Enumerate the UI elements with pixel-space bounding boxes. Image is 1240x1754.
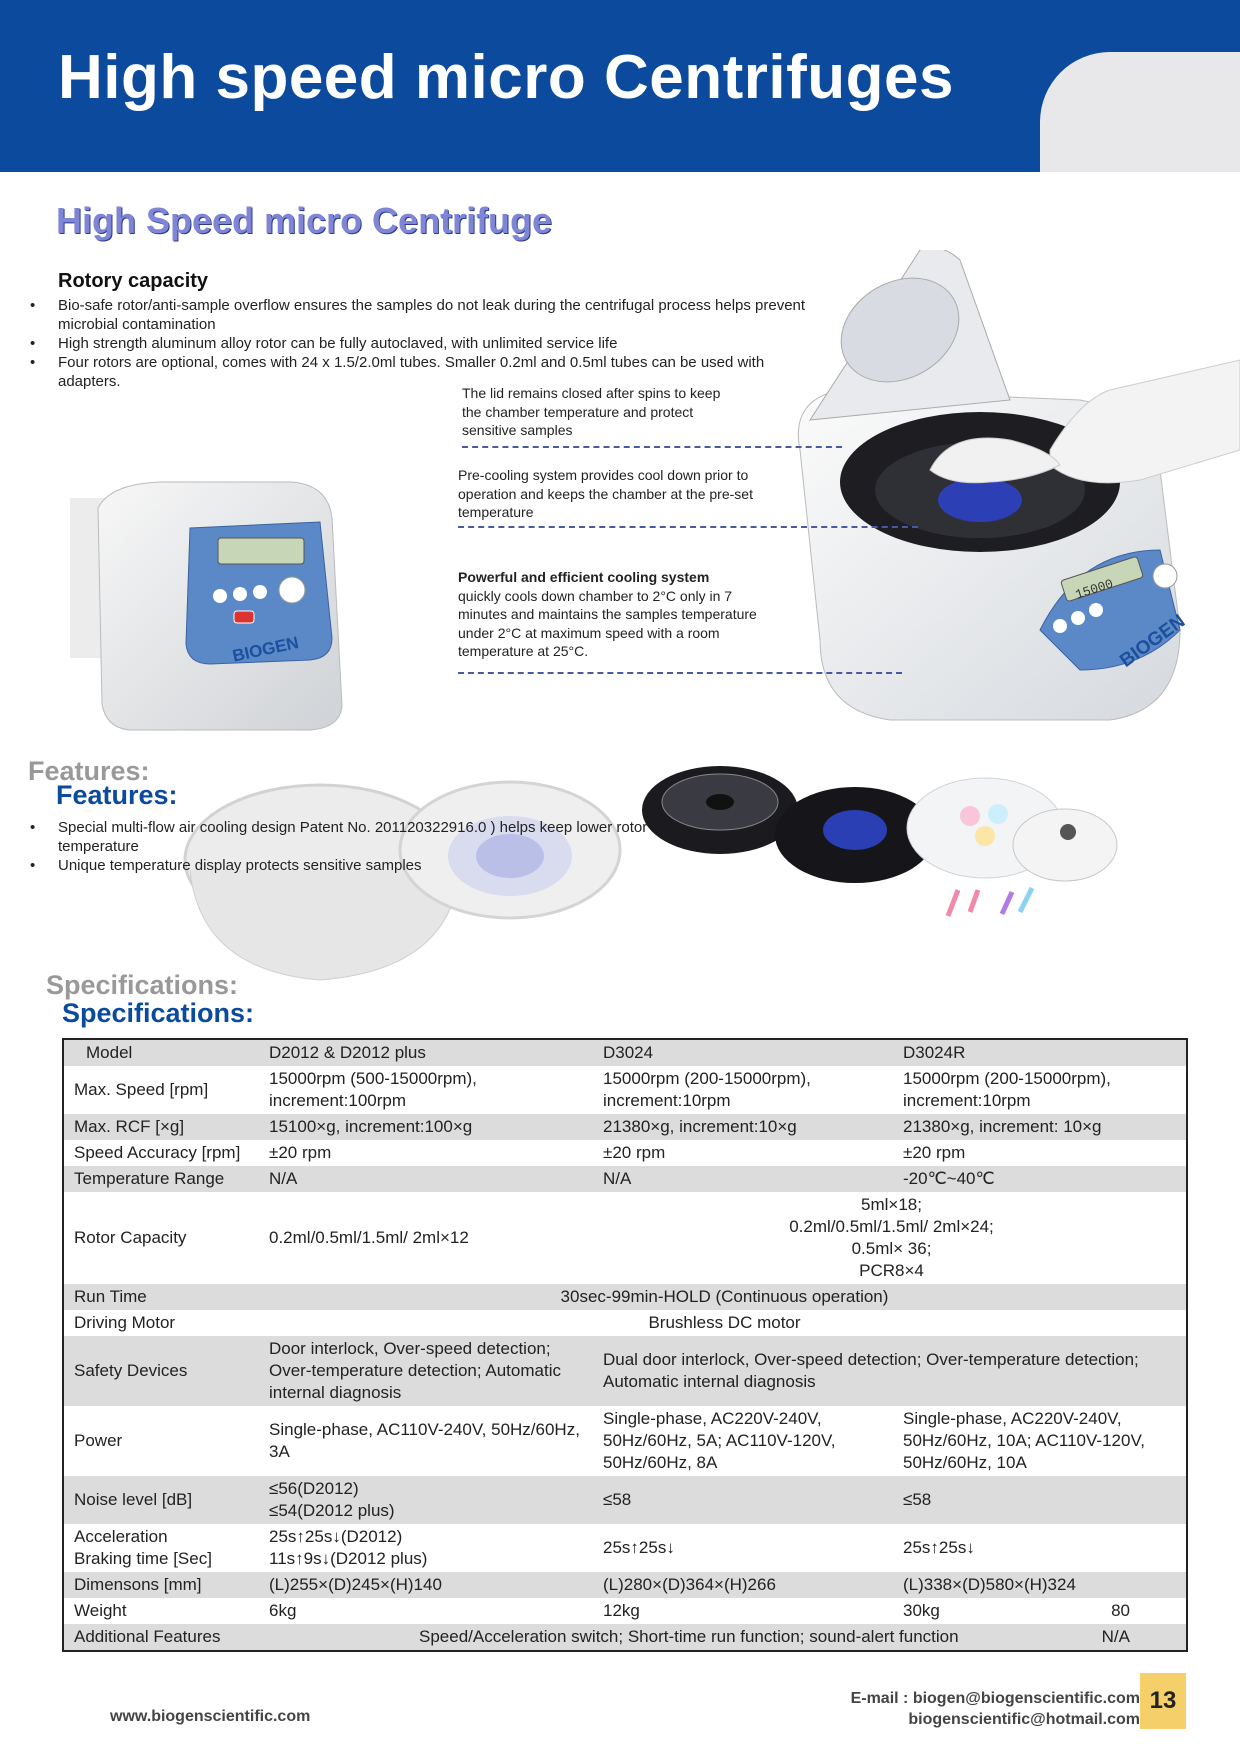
table-cell: ±20 rpm bbox=[903, 1143, 966, 1162]
table-row bbox=[63, 1284, 1187, 1310]
table-cell: -20℃~40℃ bbox=[893, 1166, 1187, 1192]
accel-line: 25s↑25s↓(D2012) bbox=[269, 1527, 403, 1546]
noise-line: ≤54(D2012 plus) bbox=[269, 1501, 395, 1520]
table-cell: 21380×g, increment: 10×g bbox=[893, 1114, 1187, 1140]
specifications-heading-shadow: Specifications: bbox=[46, 970, 239, 1000]
table-row bbox=[63, 1140, 1187, 1166]
table-cell: Weight bbox=[74, 1601, 127, 1620]
table-cell: (L)255×(D)245×(H)140 bbox=[259, 1572, 593, 1598]
table-cell: N/A bbox=[593, 1166, 893, 1192]
table-cell: Max. Speed [rpm] bbox=[74, 1080, 209, 1099]
callout-divider bbox=[462, 446, 842, 448]
table-cell: 25s↑25s↓ bbox=[903, 1538, 975, 1557]
features-bullet: • Unique temperature display protects sensitive samples bbox=[30, 856, 660, 875]
table-cell: ≤58 bbox=[593, 1476, 893, 1524]
specifications-heading: Specifications: bbox=[62, 998, 255, 1028]
table-row bbox=[63, 1406, 1187, 1476]
table-row bbox=[63, 1598, 1187, 1624]
callout-cooling-title: Powerful and efficient cooling system bbox=[458, 569, 710, 585]
rotory-bullet: • High strength aluminum alloy rotor can be fully autoclaved, with unlimited service life bbox=[30, 334, 810, 353]
additional-features-text: Speed/Acceleration switch; Short-time run function; sound-alert function bbox=[419, 1627, 959, 1646]
noise-line: ≤56(D2012) bbox=[269, 1479, 359, 1498]
footer-email-primary: E-mail : biogen@biogenscientific.com bbox=[850, 1690, 1140, 1707]
table-cell: 0.2ml/0.5ml/1.5ml/ 2ml×12 bbox=[269, 1228, 469, 1247]
table-cell: 6kg bbox=[269, 1601, 297, 1620]
table-cell: Driving Motor bbox=[74, 1313, 176, 1332]
accel-label-line: Acceleration bbox=[74, 1527, 168, 1546]
table-row bbox=[63, 1192, 1187, 1284]
table-row bbox=[63, 1066, 1187, 1114]
rotory-bullet: • Bio-safe rotor/anti-sample overflow ensures the samples do not leak during the centrifugal process helps prevent microbial contamination bbox=[30, 296, 810, 334]
table-cell bbox=[593, 1192, 1187, 1284]
table-cell: Dual door interlock, Over-speed detection; Over-temperature detection; Automatic internal diagnosis bbox=[593, 1336, 1187, 1406]
table-cell: ±20 rpm bbox=[269, 1143, 332, 1162]
callout-lid: The lid remains closed after spins to keep the chamber temperature and protect sensitive samples bbox=[462, 385, 721, 438]
weight-value: 30kg bbox=[903, 1601, 940, 1620]
table-row bbox=[63, 1524, 1187, 1572]
table-cell: 15000rpm (200-15000rpm), increment:10rpm bbox=[603, 1069, 811, 1110]
footer-email bbox=[851, 1688, 1140, 1730]
rotor-capacity-line: PCR8×4 bbox=[859, 1261, 924, 1280]
table-row bbox=[63, 1166, 1187, 1192]
rotor-faded-image bbox=[180, 760, 680, 990]
table-cell: 21380×g, increment:10×g bbox=[593, 1114, 893, 1140]
table-cell: D3024 bbox=[593, 1039, 893, 1066]
rotor-capacity-line: 0.5ml× 36; bbox=[851, 1239, 932, 1258]
table-cell: D3024R bbox=[893, 1039, 1187, 1066]
additional-extra: N/A bbox=[1101, 1627, 1130, 1646]
page-title: High speed micro Centrifuges bbox=[58, 43, 954, 112]
table-cell: Additional Features bbox=[63, 1624, 259, 1651]
table-row bbox=[63, 1572, 1187, 1598]
table-cell: Speed Accuracy [rpm] bbox=[74, 1143, 241, 1162]
page-number-badge: 13 bbox=[1140, 1673, 1186, 1729]
table-cell bbox=[893, 1598, 1187, 1624]
table-cell: Dimensons [mm] bbox=[63, 1572, 259, 1598]
table-cell: Brushless DC motor bbox=[648, 1313, 801, 1332]
header-banner-tail bbox=[1040, 52, 1240, 172]
footer-email-alt: biogenscientific@hotmail.com bbox=[908, 1711, 1140, 1728]
small-centrifuge-image bbox=[70, 478, 360, 740]
table-cell: Single-phase, AC220V-240V, 50Hz/60Hz, 10A; AC110V-120V, 50Hz/60Hz, 10A bbox=[903, 1409, 1145, 1472]
table-cell: N/A bbox=[259, 1166, 593, 1192]
table-row bbox=[63, 1476, 1187, 1524]
table-cell: ≤58 bbox=[893, 1476, 1187, 1524]
callout-precool: Pre-cooling system provides cool down prior to operation and keeps the chamber at the pre-set temperature bbox=[458, 467, 753, 520]
table-cell: ±20 rpm bbox=[603, 1143, 666, 1162]
features-bullet: • Special multi-flow air cooling design Patent No. 201120322916.0 ) helps keep lower rotor temperature bbox=[30, 818, 660, 856]
footer-website: www.biogenscientific.com bbox=[110, 1708, 311, 1725]
callout-divider bbox=[458, 672, 902, 674]
large-centrifuge-image bbox=[780, 250, 1240, 730]
table-cell: 30sec-99min-HOLD (Continuous operation) bbox=[259, 1284, 1187, 1310]
table-cell: 25s↑25s↓ bbox=[603, 1538, 675, 1557]
rotor-products-image bbox=[640, 740, 1120, 940]
table-row-header bbox=[63, 1039, 1187, 1066]
table-cell: Run Time bbox=[63, 1284, 259, 1310]
table-cell bbox=[259, 1476, 593, 1524]
table-row bbox=[63, 1114, 1187, 1140]
table-cell: 15000rpm (500-15000rpm), increment:100rpm bbox=[269, 1069, 477, 1110]
table-cell: 15000rpm (200-15000rpm), increment:10rpm bbox=[903, 1069, 1111, 1110]
section-subtitle: High Speed micro Centrifuge bbox=[56, 200, 553, 241]
table-cell: Door interlock, Over-speed detection; Over-temperature detection; Automatic internal diagnosis bbox=[259, 1336, 593, 1406]
large-device-brand: BIOGEN bbox=[1116, 610, 1190, 672]
table-cell bbox=[259, 1524, 593, 1572]
table-cell: Noise level [dB] bbox=[63, 1476, 259, 1524]
features-heading: Features: bbox=[56, 780, 178, 810]
table-cell: Single-phase, AC220V-240V, 50Hz/60Hz, 5A; AC110V-120V, 50Hz/60Hz, 8A bbox=[603, 1409, 836, 1472]
rotor-capacity-line: 5ml×18; bbox=[861, 1195, 922, 1214]
table-cell: Single-phase, AC110V-240V, 50Hz/60Hz, 3A bbox=[269, 1420, 580, 1461]
table-cell: Temperature Range bbox=[63, 1166, 259, 1192]
table-row bbox=[63, 1336, 1187, 1406]
callout-divider bbox=[458, 526, 918, 528]
table-cell: Power bbox=[74, 1431, 123, 1450]
weight-extra: 80 bbox=[1111, 1601, 1130, 1620]
table-cell: Safety Devices bbox=[63, 1336, 259, 1406]
table-cell: Model bbox=[63, 1039, 259, 1066]
large-device-display: 15000 bbox=[1073, 576, 1116, 603]
accel-label-line: Braking time [Sec] bbox=[74, 1549, 212, 1568]
table-cell: Rotor Capacity bbox=[74, 1228, 187, 1247]
rotor-capacity-line: 0.2ml/0.5ml/1.5ml/ 2ml×24; bbox=[789, 1217, 994, 1236]
rotory-bullet: • Four rotors are optional, comes with 24 x 1.5/2.0ml tubes. Smaller 0.2ml and 0.5ml tubes can be used with adapters. bbox=[30, 353, 810, 391]
table-row bbox=[63, 1310, 1187, 1336]
table-row bbox=[63, 1624, 1187, 1651]
table-cell: (L)338×(D)580×(H)324 bbox=[893, 1572, 1187, 1598]
table-cell bbox=[259, 1624, 1187, 1651]
accel-line: 11s↑9s↓(D2012 plus) bbox=[269, 1549, 428, 1568]
features-heading-shadow: Features: bbox=[28, 756, 150, 786]
table-cell: 15100×g, increment:100×g bbox=[259, 1114, 593, 1140]
rotory-capacity-heading: Rotory capacity bbox=[58, 270, 209, 292]
rotory-bullet-list bbox=[30, 296, 810, 391]
table-cell: (L)280×(D)364×(H)266 bbox=[593, 1572, 893, 1598]
small-device-brand: BIOGEN bbox=[230, 633, 301, 666]
table-cell: 12kg bbox=[603, 1601, 640, 1620]
table-cell: Max. RCF [×g] bbox=[63, 1114, 259, 1140]
table-cell: D2012 & D2012 plus bbox=[259, 1039, 593, 1066]
features-bullet-list bbox=[30, 818, 660, 875]
callout-cooling-text: quickly cools down chamber to 2°C only in 7 minutes and maintains the samples temperature under 2°C at maximum speed with a room temperature at 25°C. bbox=[458, 587, 757, 659]
specifications-table bbox=[62, 1038, 1188, 1652]
table-cell bbox=[63, 1524, 259, 1572]
callout-cooling bbox=[458, 568, 758, 661]
